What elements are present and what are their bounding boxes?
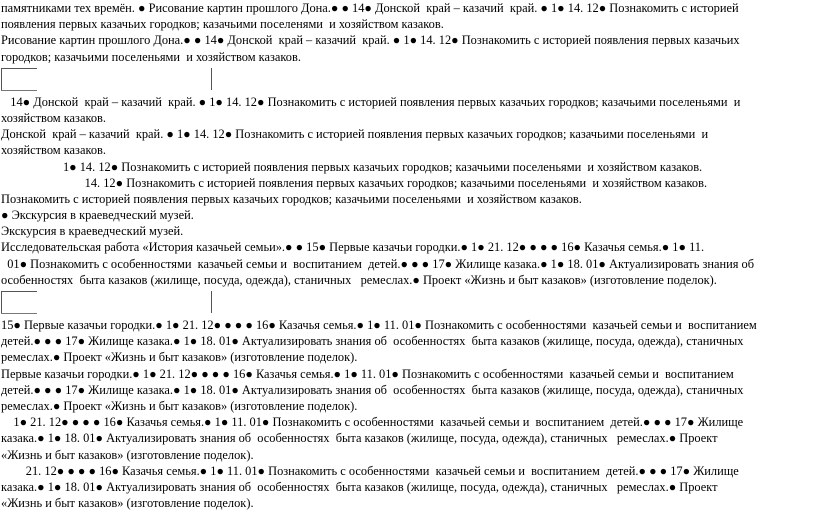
text-line: казака.● 1● 18. 01● Актуализировать знания об особенностях быта казаков (жилище, посуда, одежда), станичных ремеслах.● Проект bbox=[1, 431, 718, 446]
text-line: памятниками тех времён. ● Рисование картин прошлого Дона.● ● 14● Донской край – казачий край. ● 1● 14. 12● Познакомить с историей bbox=[1, 1, 739, 15]
table-border-top bbox=[1, 68, 37, 69]
text-line: 1● 14. 12● Познакомить с историей появления первых казачьих городков; казачьими поселеньями и хозяйством казаков. bbox=[1, 159, 703, 174]
text-block-c bbox=[1, 317, 813, 511]
text-line: появления первых казачьих городков; казачьими поселенями и хозяйством казаков. bbox=[1, 17, 444, 32]
text-line: казака.● 1● 18. 01● Актуализировать знания об особенностях быта казаков (жилище, посуда, одежда), станичных ремеслах.● Проект bbox=[1, 479, 718, 494]
text-line: «Жизнь и быт казаков» (изготовление поделок). bbox=[1, 496, 254, 511]
text-line: 21. 12● ● ● ● 16● Казачья семья.● 1● 11. 01● Познакомить с особенностями казачьей семьи и воспитанием детей.● ● ● 17● Жилище bbox=[1, 463, 739, 478]
text-line: Исследовательская работа «История казачьей семьи».● ● 15● Первые казачьи городки.● 1● 21. 12● ● ● ● 16● Казачья семья.● 1● 11. bbox=[1, 240, 705, 255]
text-line: Рисование картин прошлого Дона.● ● 14● Донской край – казачий край. ● 1● 14. 12● Познакомить с историей появления первых казачьих bbox=[1, 33, 740, 48]
text-line: детей.● ● ● 17● Жилище казака.● 1● 18. 01● Актуализировать знания об особенностях быта казаков (жилище, посуда, одежда), станичных bbox=[1, 382, 744, 397]
table-border-left bbox=[1, 68, 2, 90]
text-line: детей.● ● ● 17● Жилище казака.● 1● 18. 01● Актуализировать знания об особенностях быта казаков (жилище, посуда, одежда), станичных bbox=[1, 334, 744, 349]
text-line: Познакомить с историей появления первых казачьих городков; казачьими поселеньями и хозяйством казаков. bbox=[1, 191, 582, 206]
text-line: хозяйством казаков. bbox=[1, 143, 106, 158]
table-border-bottom bbox=[1, 90, 37, 91]
text-line: особенностях быта казаков (жилище, посуда, одежда), станичных ремеслах.● Проект «Жизнь и быт казаков» (изготовление поделок). bbox=[1, 272, 717, 287]
table-border-left bbox=[1, 291, 2, 313]
table-fragment-1 bbox=[1, 68, 213, 92]
table-fragment-2 bbox=[1, 291, 213, 315]
text-line: Экскурсия в краеведческий музей. bbox=[1, 224, 184, 239]
text-line: 14● Донской край – казачий край. ● 1● 14. 12● Познакомить с историей появления первых казачьих городков; казачьими поселеньями и bbox=[1, 94, 741, 109]
table-border-right bbox=[211, 291, 212, 313]
text-line: Донской край – казачий край. ● 1● 14. 12● Познакомить с историей появления первых казачьих городков; казачьими поселеньями и bbox=[1, 127, 709, 142]
text-line: Первые казачьи городки.● 1● 21. 12● ● ● ● 16● Казачья семья.● 1● 11. 01● Познакомить с особенностями казачьей семьи и воспитанием bbox=[1, 366, 734, 381]
table-border-right bbox=[211, 68, 212, 90]
table-border-top bbox=[1, 291, 37, 292]
text-line: 15● Первые казачьи городки.● 1● 21. 12● ● ● ● 16● Казачья семья.● 1● 11. 01● Познакомить с особенностями казачьей семьи и воспитанием bbox=[1, 318, 757, 332]
text-line: ● Экскурсия в краеведческий музей. bbox=[1, 208, 194, 223]
text-line: ремеслах.● Проект «Жизнь и быт казаков» (изготовление поделок). bbox=[1, 350, 358, 365]
text-line: 1● 21. 12● ● ● ● 16● Казачья семья.● 1● 11. 01● Познакомить с особенностями казачьей семьи и воспитанием детей.● ● ● 17● Жилище bbox=[1, 415, 744, 430]
text-line: «Жизнь и быт казаков» (изготовление поделок). bbox=[1, 447, 254, 462]
text-block-b bbox=[1, 94, 813, 288]
text-line: городков; казачьими поселеньями и хозяйством казаков. bbox=[1, 49, 301, 64]
text-line: хозяйством казаков. bbox=[1, 110, 106, 125]
text-line: 01● Познакомить с особенностями казачьей семьи и воспитанием детей.● ● ● 17● Жилище казака.● 1● 18. 01● Актуализировать знания об bbox=[1, 256, 755, 271]
table-border-bottom bbox=[1, 313, 37, 314]
text-block-a bbox=[1, 0, 813, 65]
text-line: ремеслах.● Проект «Жизнь и быт казаков» (изготовление поделок). bbox=[1, 398, 358, 413]
text-line: 14. 12● Познакомить с историей появления первых казачьих городков; казачьими поселеньями и хозяйством казаков. bbox=[1, 175, 708, 190]
